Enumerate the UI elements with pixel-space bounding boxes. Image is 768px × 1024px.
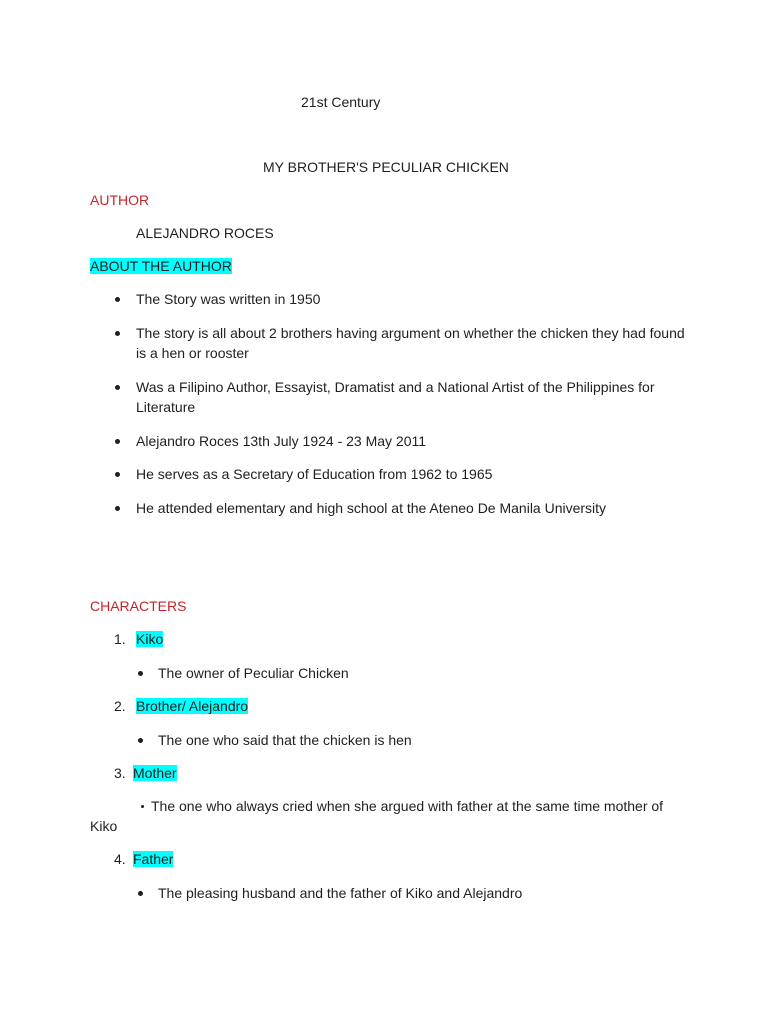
character-name-brother: Brother/ Alejandro [136, 698, 249, 714]
character-description: The pleasing husband and the father of Kiko and Alejandro [158, 885, 523, 901]
author-heading: AUTHOR [90, 192, 150, 208]
character-description: The owner of Peculiar Chicken [158, 665, 349, 681]
bullet-icon [115, 506, 120, 511]
about-bullet-3: Was a Filipino Author, Essayist, Dramatist and a National Artist of the Philippines for [136, 379, 655, 395]
bullet-icon [115, 472, 120, 477]
about-bullet-2: The story is all about 2 brothers having argument on whether the chicken they had found [136, 325, 685, 341]
about-author-heading: ABOUT THE AUTHOR [90, 258, 232, 274]
character-description: The one who said that the chicken is hen [158, 732, 412, 748]
character-name-kiko: Kiko [136, 631, 164, 647]
about-bullet-3-cont: Literature [136, 399, 196, 415]
bullet-icon [115, 331, 120, 336]
subject-line: 21st Century [301, 94, 381, 110]
character-description-cont: Kiko [90, 818, 118, 834]
characters-heading: CHARACTERS [90, 598, 187, 614]
author-name: ALEJANDRO ROCES [136, 225, 274, 241]
about-bullet-6: He attended elementary and high school at the Ateneo De Manila University [136, 500, 607, 516]
about-bullet-4: Alejandro Roces 13th July 1924 - 23 May 2011 [136, 433, 427, 449]
bullet-icon [115, 385, 120, 390]
bullet-icon [115, 439, 120, 444]
about-bullet-5: He serves as a Secretary of Education from 1962 to 1965 [136, 466, 493, 482]
character-description: The one who always cried when she argued with father at the same time mother of [151, 798, 664, 814]
character-name-mother: Mother [133, 765, 177, 781]
about-bullet-2-cont: is a hen or rooster [136, 345, 249, 361]
bullet-icon [138, 671, 143, 676]
character-number: 3. [114, 765, 126, 781]
bullet-icon [115, 297, 120, 302]
about-bullet-1: The Story was written in 1950 [136, 291, 321, 307]
bullet-icon [138, 891, 143, 896]
character-number: 2. [114, 698, 126, 714]
document-title: MY BROTHER'S PECULIAR CHICKEN [263, 159, 509, 175]
bullet-icon [141, 805, 144, 808]
character-number: 4. [114, 851, 126, 867]
character-number: 1. [114, 631, 126, 647]
bullet-icon [138, 738, 143, 743]
character-name-father: Father [133, 851, 174, 867]
